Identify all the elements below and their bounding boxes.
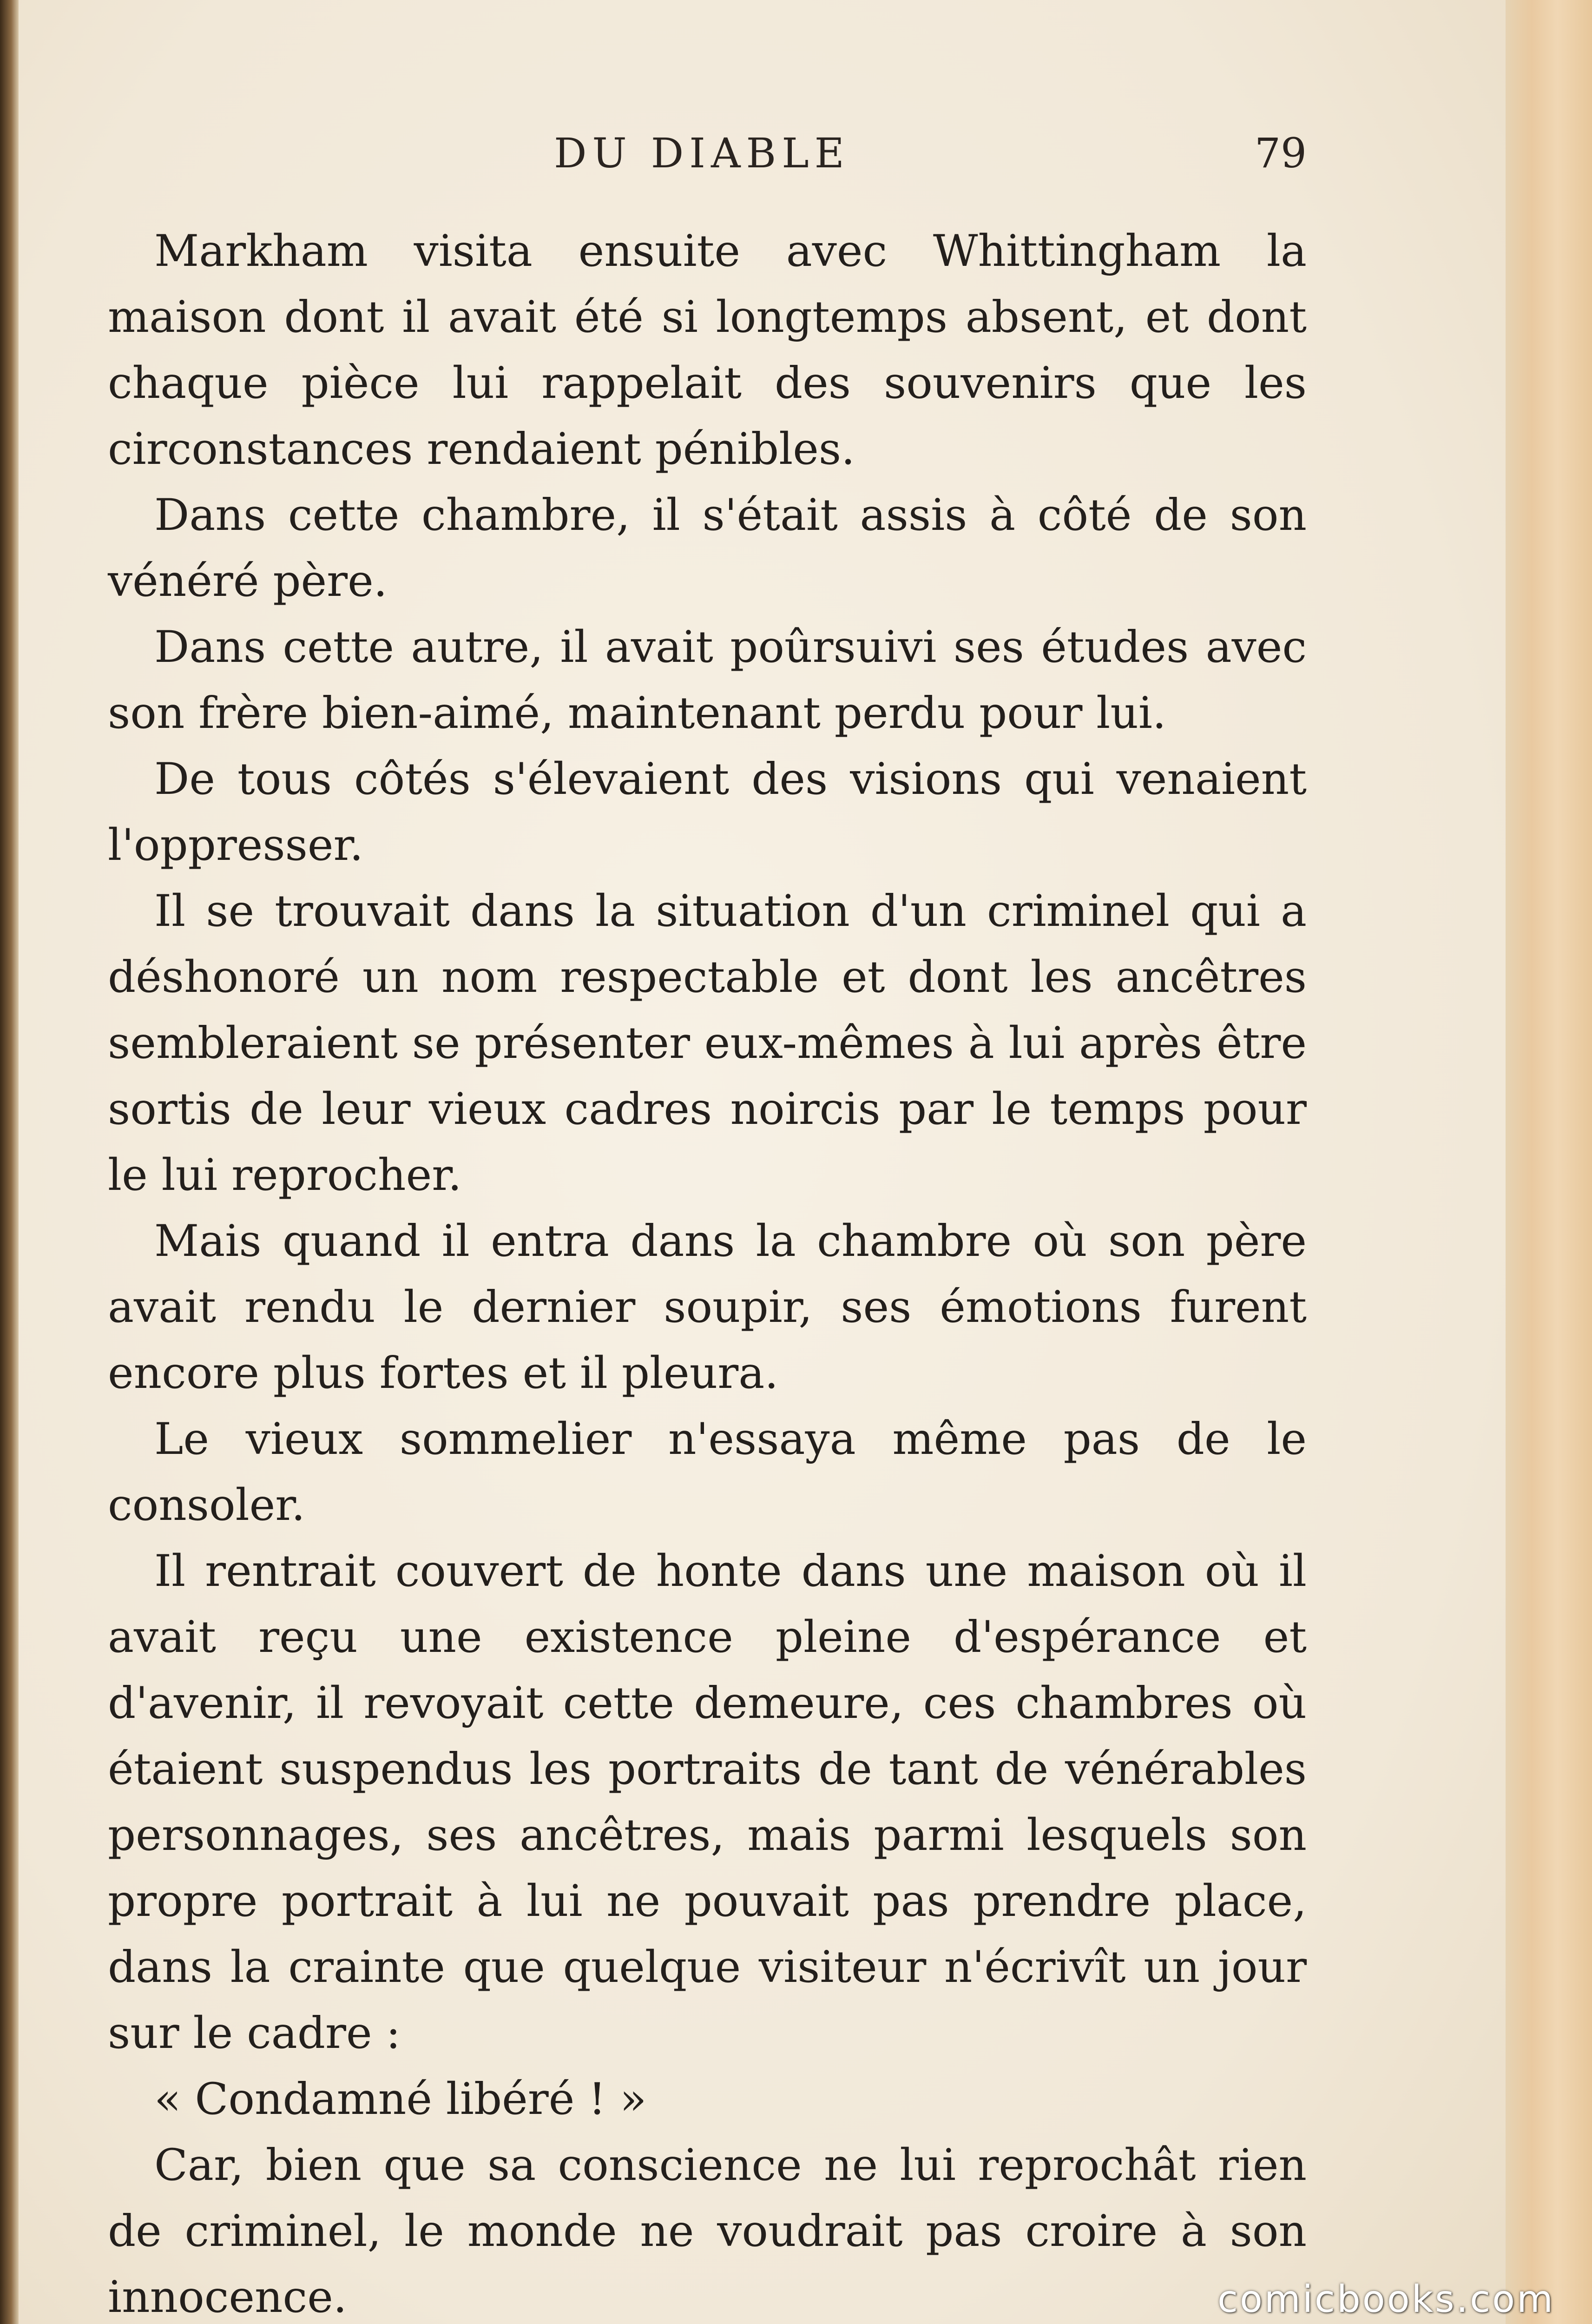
running-title: DU DIABLE (554, 129, 850, 177)
paragraph: De tous côtés s'élevaient des visions qui venaient l'oppresser. (108, 754, 1307, 871)
paragraph: Mais quand il entra dans la chambre où son père avait rendu le dernier soupir, ses émotions furent encore plus fortes et il pleura. (108, 1216, 1307, 1399)
paragraph: Il rentrait couvert de honte dans une maison où il avait reçu une existence pleine d'espérance et d'avenir, il revoyait cette demeure, ces chambres où étaient suspendus les portraits de tant de vénérables personnages, ses ancêtres, mais parmi lesquels son propre portrait à lui ne pouvait pas prendre place, dans la crainte que quelque visiteur n'écrivît un jour sur le cadre : (108, 1546, 1307, 2059)
body-text (108, 218, 1307, 2324)
quoted-line: « Condamné libéré ! » (154, 2074, 647, 2125)
watermark-logo: comicbooks.com (1217, 2278, 1555, 2321)
page-number: 79 (1255, 129, 1307, 177)
paragraph: Dans cette chambre, il s'était assis à côté de son vénéré père. (108, 490, 1307, 607)
book-spine-edge (0, 0, 19, 2324)
paragraph: Dans cette autre, il avait poûrsuivi ses études avec son frère bien-aimé, maintenant perdu pour lui. (108, 622, 1307, 739)
page-stack-edge (1506, 0, 1592, 2324)
paragraph: Car, bien que sa conscience ne lui reprochât rien de criminel, le monde ne voudrait pas croire à son innocence. (108, 2140, 1307, 2323)
paragraph: Le vieux sommelier n'essaya même pas de le consoler. (108, 1414, 1307, 1531)
running-header (108, 129, 1307, 194)
paragraph: Markham visita ensuite avec Whittingham la maison dont il avait été si longtemps absent, et dont chaque pièce lui rappelait des souvenirs que les circonstances rendaient pénibles. (108, 226, 1307, 475)
paragraph: Il se trouvait dans la situation d'un criminel qui a déshonoré un nom respectable et dont les ancêtres sembleraient se présenter eux-mêmes à lui après être sortis de leur vieux cadres noircis par le temps pour le lui reprocher. (108, 886, 1307, 1201)
